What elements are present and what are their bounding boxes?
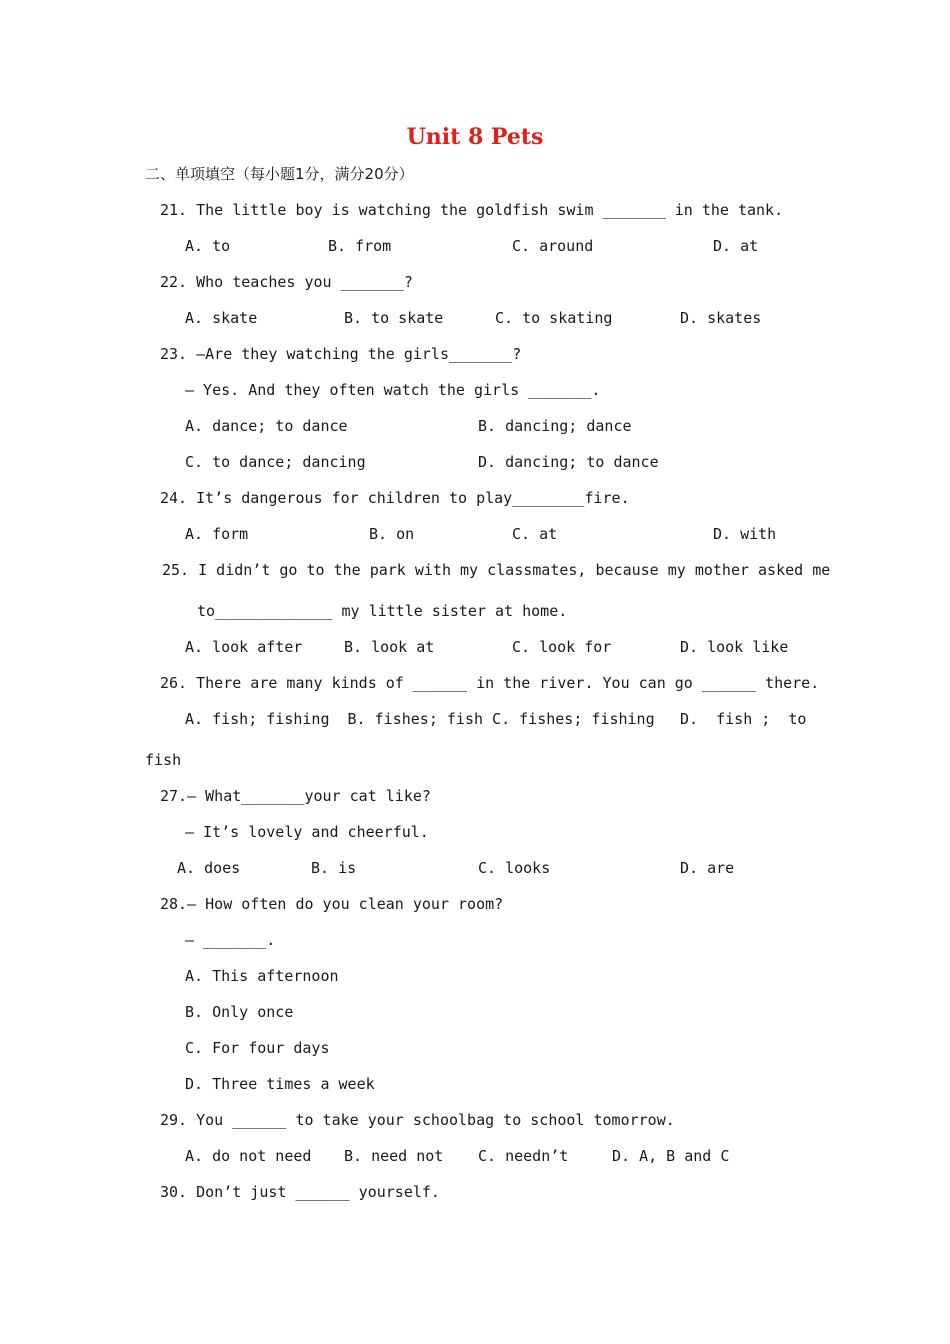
option-28-d: D. Three times a week: [185, 1075, 375, 1093]
question-28: 28.— How often do you clean your room?: [160, 895, 504, 913]
option-21-c: C. around: [512, 237, 594, 255]
question-22: 22. Who teaches you _______?: [160, 273, 413, 291]
question-30: 30. Don’t just ______ yourself.: [160, 1183, 440, 1201]
option-27-b: B. is: [311, 859, 357, 877]
option-28-a: A. This afternoon: [185, 967, 339, 985]
option-26-d: D. fish ; to: [680, 710, 807, 728]
option-25-b: B. look at: [344, 638, 435, 656]
question-26: 26. There are many kinds of ______ in the river. You can go ______ there.: [160, 674, 820, 692]
option-25-d: D. look like: [680, 638, 789, 656]
option-25-c: C. look for: [512, 638, 612, 656]
option-22-d: D. skates: [680, 309, 762, 327]
option-29-d: D. A, B and C: [612, 1147, 730, 1165]
options-26-abc: A. fish; fishing B. fishes; fish C. fishes; fishing: [185, 710, 655, 728]
option-27-c: C. looks: [478, 859, 551, 877]
question-24: 24. It’s dangerous for children to play________fire.: [160, 489, 630, 507]
question-27: 27.— What_______your cat like?: [160, 787, 431, 805]
option-24-b: B. on: [369, 525, 415, 543]
option-23-a: A. dance; to dance: [185, 417, 348, 435]
option-22-b: B. to skate: [344, 309, 444, 327]
question-25-cont: to_____________ my little sister at home.: [197, 602, 568, 620]
option-28-b: B. Only once: [185, 1003, 294, 1021]
option-26-d-cont: fish: [145, 751, 182, 769]
reply-23: — Yes. And they often watch the girls _______.: [185, 381, 601, 399]
option-27-a: A. does: [177, 859, 241, 877]
option-25-a: A. look after: [185, 638, 303, 656]
option-24-d: D. with: [713, 525, 777, 543]
question-25: 25. I didn’t go to the park with my classmates, because my mother asked me: [162, 561, 831, 579]
option-24-c: C. at: [512, 525, 558, 543]
option-27-d: D. are: [680, 859, 735, 877]
option-21-d: D. at: [713, 237, 759, 255]
section-heading: 二、单项填空（每小题1分，满分20分）: [145, 165, 414, 183]
option-23-d: D. dancing; to dance: [478, 453, 659, 471]
option-22-a: A. skate: [185, 309, 258, 327]
option-29-a: A. do not need: [185, 1147, 312, 1165]
reply-27: — It’s lovely and cheerful.: [185, 823, 429, 841]
question-29: 29. You ______ to take your schoolbag to school tomorrow.: [160, 1111, 675, 1129]
question-23: 23. —Are they watching the girls_______?: [160, 345, 522, 363]
reply-28: — _______.: [185, 931, 276, 949]
option-28-c: C. For four days: [185, 1039, 330, 1057]
option-22-c: C. to skating: [495, 309, 613, 327]
page-title: Unit 8 Pets: [406, 124, 544, 150]
option-29-b: B. need not: [344, 1147, 444, 1165]
option-21-b: B. from: [328, 237, 392, 255]
option-24-a: A. form: [185, 525, 249, 543]
option-29-c: C. needn’t: [478, 1147, 569, 1165]
question-21: 21. The little boy is watching the goldfish swim _______ in the tank.: [160, 201, 784, 219]
option-23-b: B. dancing; dance: [478, 417, 632, 435]
option-23-c: C. to dance; dancing: [185, 453, 366, 471]
option-21-a: A. to: [185, 237, 231, 255]
